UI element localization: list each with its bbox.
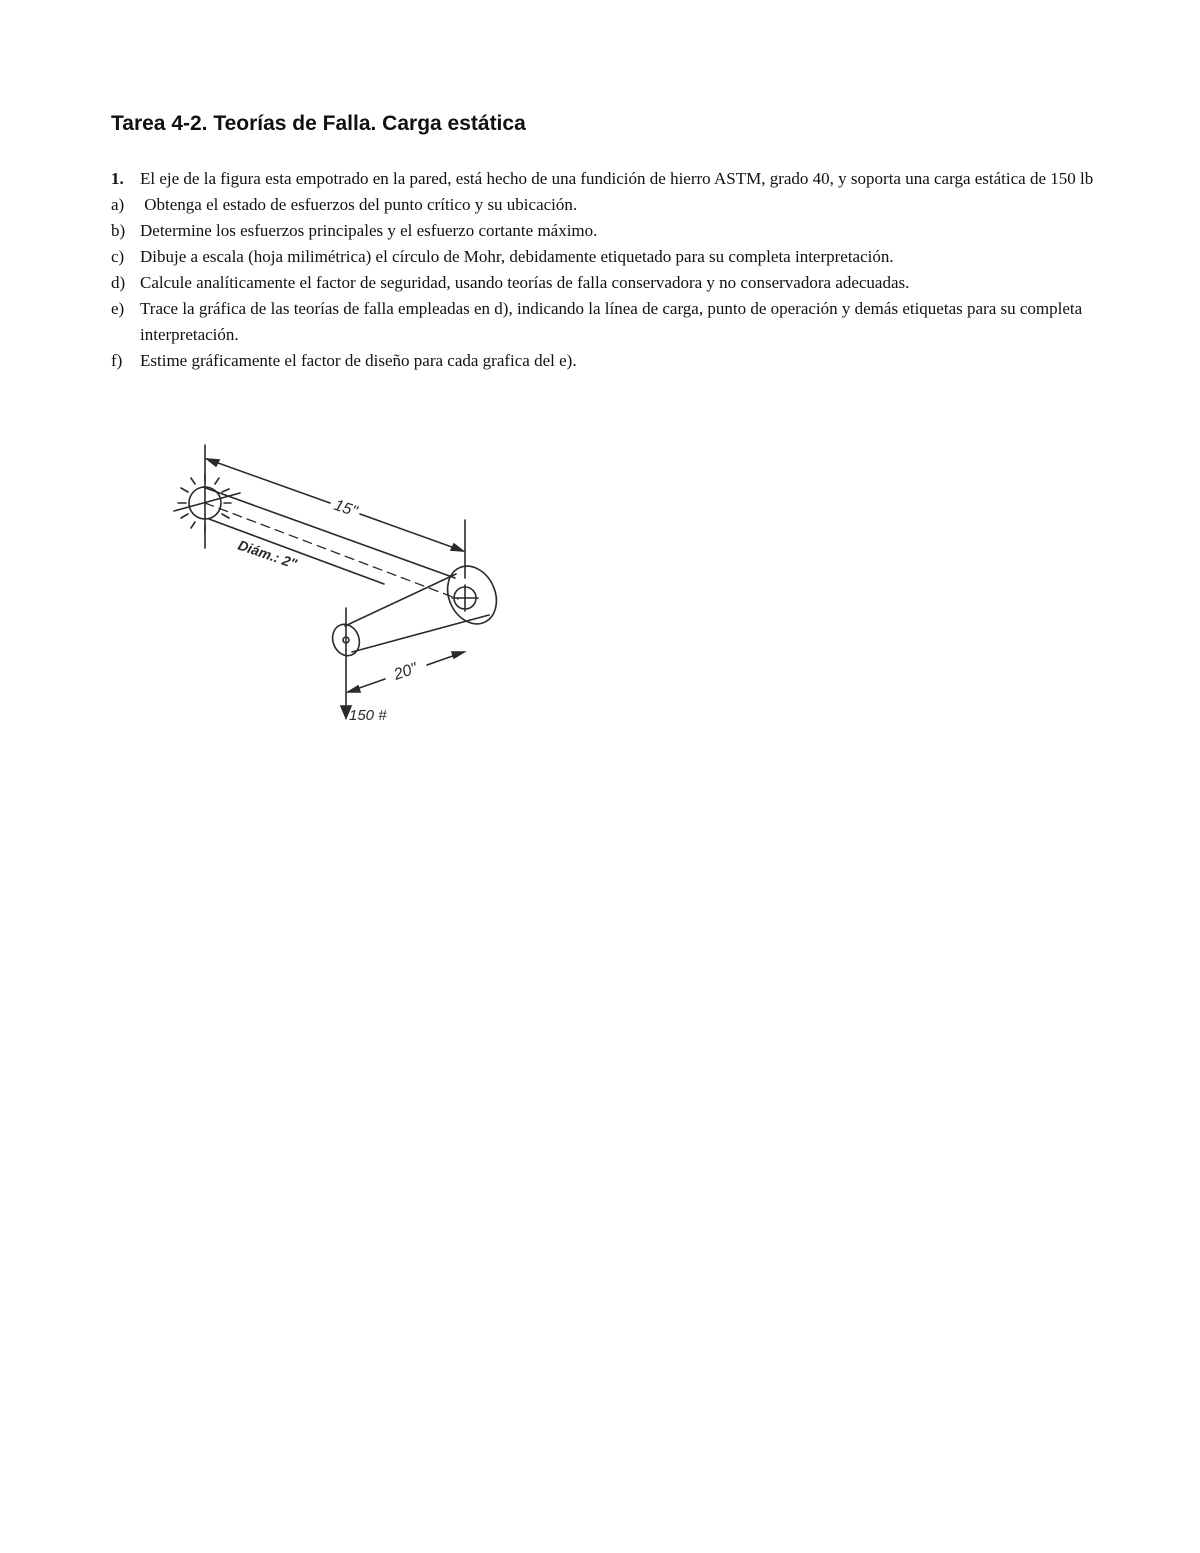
list-item-text: Dibuje a escala (hoja milimétrica) el círculo de Mohr, debidamente etiquetado para su completa interpretación. — [140, 247, 894, 266]
problem-text: El eje de la figura esta empotrado en la pared, está hecho de una fundición de hierro ASTM, grado 40, y soporta una carga estática de 150 lb — [140, 169, 1094, 188]
list-item-marker: f) — [111, 351, 123, 370]
page-title: Tarea 4-2. Teorías de Falla. Carga estática — [111, 112, 526, 135]
list-item-c — [111, 244, 1101, 270]
list-item-e — [111, 296, 1101, 348]
shaft-figure — [118, 418, 528, 738]
wall-hatching — [174, 474, 240, 532]
load-label: 150 # — [349, 707, 387, 724]
problem-statement — [111, 166, 1101, 192]
list-item-text: Determine los esfuerzos principales y el esfuerzo cortante máximo. — [140, 221, 598, 240]
list-item-text: Calcule analíticamente el factor de seguridad, usando teorías de falla conservadora y no conservadora adecuadas. — [140, 273, 910, 292]
problem-number: 1. — [111, 169, 124, 188]
length-label: 15" — [331, 496, 360, 521]
list-item-marker: e) — [111, 299, 125, 318]
problem-list — [111, 166, 1101, 374]
list-item-d — [111, 270, 1101, 296]
list-item-text: Trace la gráfica de las teorías de falla empleadas en d), indicando la línea de carga, punto de operación y demás etiquetas para su completa interpretación. — [140, 299, 1083, 344]
list-item-marker: c) — [111, 247, 125, 266]
list-item-marker: b) — [111, 221, 126, 240]
list-item-text: Estime gráficamente el factor de diseño para cada grafica del e). — [140, 351, 577, 370]
list-item-text: Obtenga el estado de esfuerzos del punto crítico y su ubicación. — [140, 195, 578, 214]
list-item-marker: a) — [111, 195, 125, 214]
list-item-marker: d) — [111, 273, 126, 292]
list-item-f — [111, 348, 1101, 374]
list-item-a — [111, 192, 1101, 218]
arm-length-label: 20" — [391, 660, 420, 684]
diameter-label: Diám.: 2" — [236, 536, 300, 572]
list-item-b — [111, 218, 1101, 244]
